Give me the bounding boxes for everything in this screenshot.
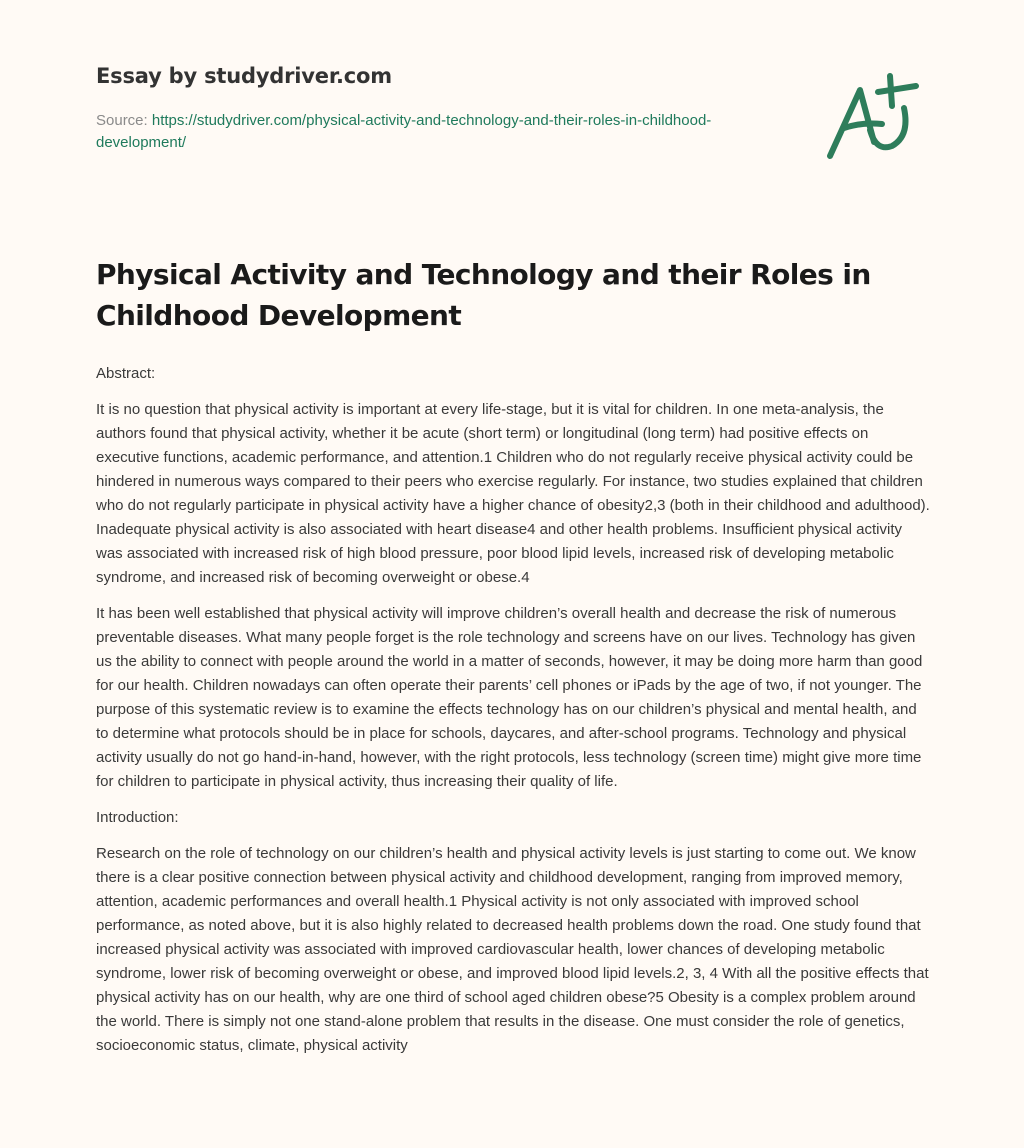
essay-content: [96, 254, 932, 1070]
a-plus-grade-icon: [818, 68, 930, 168]
essay-header: [96, 64, 756, 154]
introduction-paragraph-1: Research on the role of technology on our children’s health and physical activity levels is just starting to come out. We know there is a clear positive connection between physical activity and childhood development, ranging from improved memory, attention, academic performances and overall health.1 Physical activity is not only associated with improved school performance, as noted above, but it is also highly related to decreased health problems down the road. One study found that increased physical activity was associated with improved cardiovascular health, lower chances of developing metabolic syndrome, lower risk of becoming overweight or obese, and improved blood lipid levels.2, 3, 4 With all the positive effects that physical activity has on our health, why are one third of school aged children obese?5 Obesity is a complex problem around the world. There is simply not one stand-alone problem that results in the disease. One must consider the role of genetics, socioeconomic status, climate, physical activity: [96, 845, 929, 1054]
source-label: Source:: [96, 112, 152, 129]
source-line: [96, 110, 756, 154]
section-heading-abstract: Abstract:: [96, 365, 156, 382]
abstract-paragraph-2: It has been well established that physical activity will improve children’s overall health and decrease the risk of numerous preventable diseases. What many people forget is the role technology and screens have on our lives. Technology has given us the ability to connect with people around the world in a matter of seconds, however, it may be doing more harm than good for our health. Children nowadays can often operate their parents’ cell phones or iPads by the age of two, if not younger. The purpose of this systematic review is to examine the effects technology has on our children’s physical and mental health, and to determine what protocols should be in place for schools, daycares, and after-school programs. Technology and physical activity usually do not go hand-in-hand, however, with the right protocols, less technology (screen time) might give more time for children to participate in physical activity, thus increasing their quality of life.: [96, 605, 923, 790]
abstract-paragraph-1: It is no question that physical activity is important at every life-stage, but it is vital for children. In one meta-analysis, the authors found that physical activity, whether it be acute (short term) or longitudinal (long term) had positive effects on executive functions, academic performance, and attention.1 Children who do not regularly receive physical activity could be hindered in numerous ways compared to their peers who exercise regularly. For instance, two studies explained that children who do not regularly participate in physical activity have a higher chance of obesity2,3 (both in their childhood and adulthood). Inadequate physical activity is also associated with heart disease4 and other health problems. Insufficient physical activity was associated with increased risk of high blood pressure, poor blood lipid levels, increased risk of developing metabolic syndrome, and increased risk of becoming overweight or obese.4: [96, 401, 930, 586]
site-brand: Essay by studydriver.com: [96, 64, 392, 88]
section-heading-introduction: Introduction:: [96, 809, 179, 826]
source-link[interactable]: https://studydriver.com/physical-activity-and-technology-and-their-roles-in-childhood-development/: [96, 112, 712, 151]
essay-title: Physical Activity and Technology and their Roles in Childhood Development: [96, 258, 871, 332]
